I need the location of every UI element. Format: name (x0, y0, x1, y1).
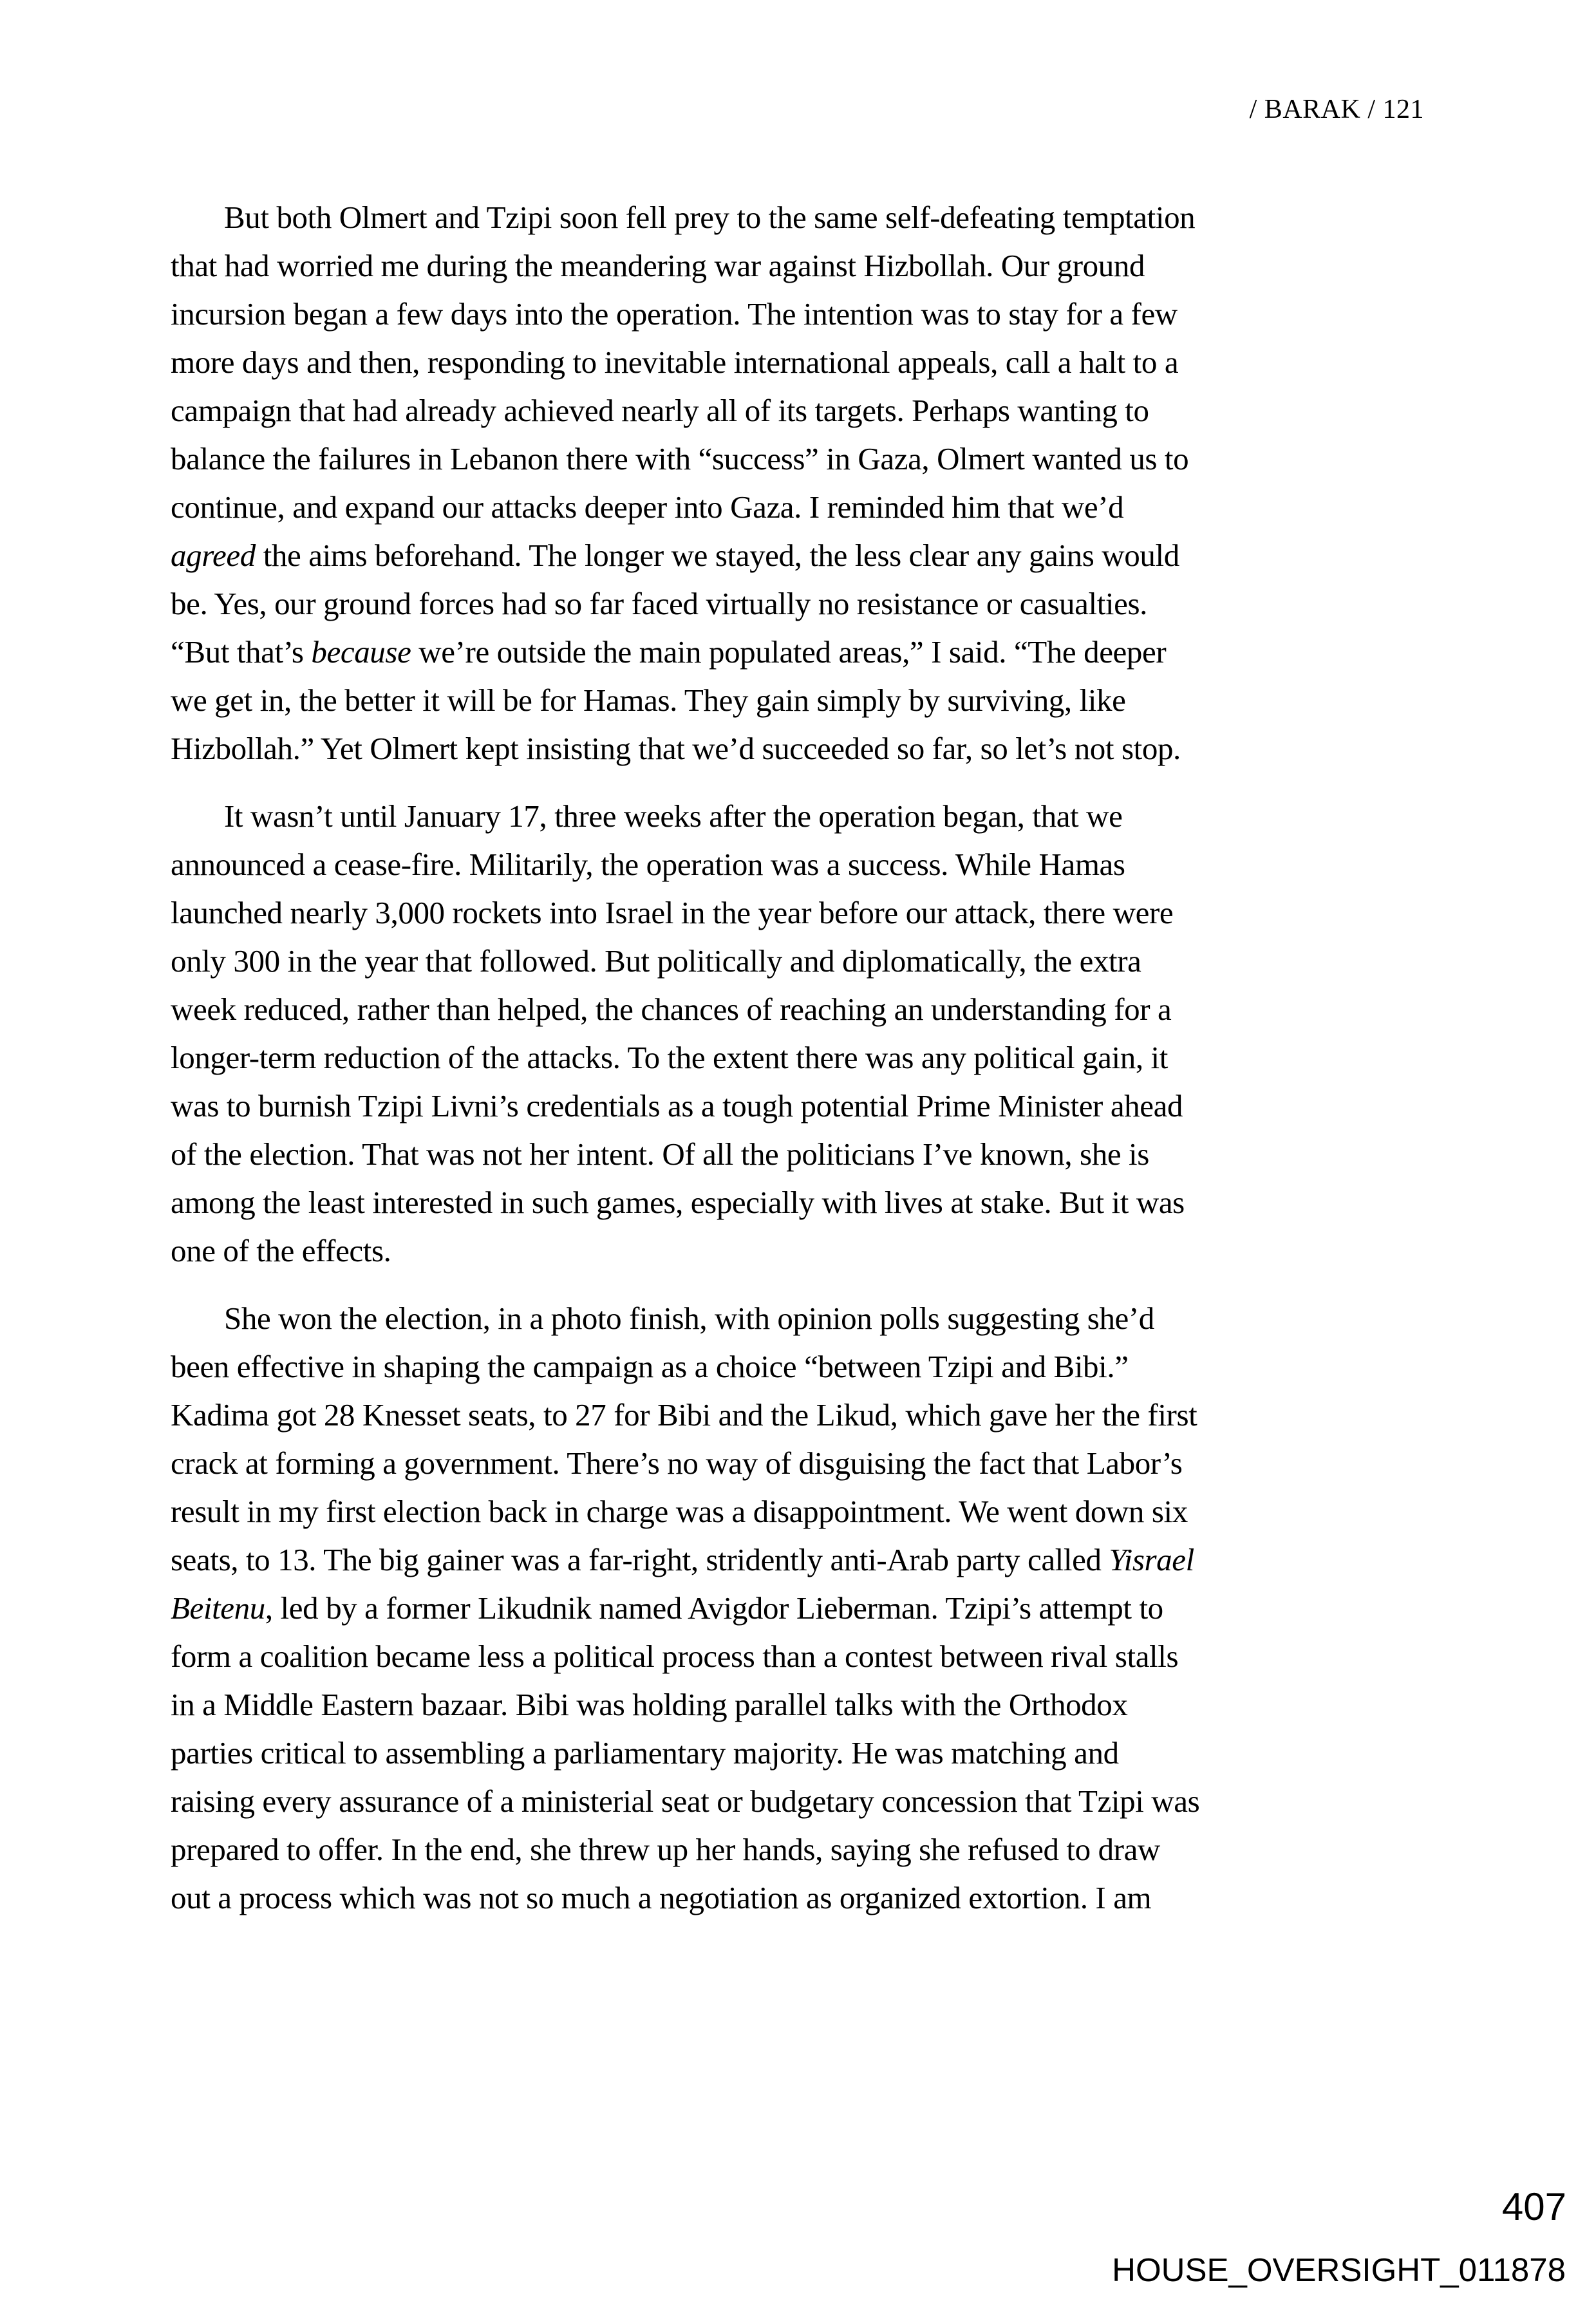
text-line: that had worried me during the meandering war against Hizbollah. Our ground (171, 248, 1145, 283)
text-line: campaign that had already achieved nearly all of its targets. Perhaps wanting to (171, 393, 1149, 428)
page-number: 407 (1501, 2185, 1566, 2228)
running-header: / BARAK / 121 (1249, 95, 1424, 124)
text-line: been effective in shaping the campaign as a choice “between Tzipi and Bibi.” (171, 1349, 1129, 1384)
text-line: incursion began a few days into the operation. The intention was to stay for a few (171, 296, 1178, 332)
text-line: among the least interested in such games, especially with lives at stake. But it was (171, 1185, 1185, 1220)
text-line: launched nearly 3,000 rockets into Israel in the year before our attack, there were (171, 895, 1174, 930)
text-line: seats, to 13. The big gainer was a far-right, stridently anti-Arab party called Yisrael (171, 1542, 1194, 1577)
text-line: “But that’s because we’re outside the main populated areas,” I said. “The deeper (171, 634, 1167, 670)
text-line: longer-term reduction of the attacks. To the extent there was any political gain, it (171, 1040, 1168, 1075)
text-line: agreed the aims beforehand. The longer we stayed, the less clear any gains would (171, 538, 1179, 573)
text-line: of the election. That was not her intent. Of all the politicians I’ve known, she is (171, 1136, 1149, 1172)
text-line: But both Olmert and Tzipi soon fell prey to the same self-defeating temptation (224, 200, 1196, 235)
text-line: crack at forming a government. There’s no way of disguising the fact that Labor’s (171, 1445, 1183, 1481)
body-text (171, 193, 1424, 1922)
text-line: It wasn’t until January 17, three weeks after the operation began, that we (224, 798, 1123, 834)
text-line: continue, and expand our attacks deeper into Gaza. I reminded him that we’d (171, 489, 1124, 525)
text-line: Kadima got 28 Knesset seats, to 27 for Bibi and the Likud, which gave her the first (171, 1397, 1197, 1433)
text-line: form a coalition became less a political process than a contest between rival stalls (171, 1639, 1179, 1674)
text-line: parties critical to assembling a parliamentary majority. He was matching and (171, 1735, 1119, 1771)
text-line: Beitenu, led by a former Likudnik named Avigdor Lieberman. Tzipi’s attempt to (171, 1590, 1163, 1626)
text-line: out a process which was not so much a negotiation as organized extortion. I am (171, 1880, 1152, 1915)
text-line: be. Yes, our ground forces had so far faced virtually no resistance or casualties. (171, 586, 1148, 621)
text-line: was to burnish Tzipi Livni’s credentials as a tough potential Prime Minister ahead (171, 1088, 1183, 1123)
text-line: Hizbollah.” Yet Olmert kept insisting that we’d succeeded so far, so let’s not stop. (171, 731, 1181, 766)
text-line: week reduced, rather than helped, the chances of reaching an understanding for a (171, 992, 1172, 1027)
text-line: result in my first election back in charge was a disappointment. We went down six (171, 1494, 1188, 1529)
bates-stamp: HOUSE_OVERSIGHT_011878 (1112, 2251, 1566, 2288)
text-line: in a Middle Eastern bazaar. Bibi was holding parallel talks with the Orthodox (171, 1687, 1128, 1722)
paragraph (171, 1294, 1424, 1922)
text-line: balance the failures in Lebanon there with “success” in Gaza, Olmert wanted us to (171, 441, 1189, 476)
text-line: She won the election, in a photo finish, with opinion polls suggesting she’d (224, 1301, 1154, 1336)
paragraph (171, 792, 1424, 1275)
text-line: we get in, the better it will be for Hamas. They gain simply by surviving, like (171, 682, 1126, 718)
text-line: prepared to offer. In the end, she threw up her hands, saying she refused to draw (171, 1832, 1160, 1867)
text-line: more days and then, responding to inevitable international appeals, call a halt to a (171, 344, 1179, 380)
text-line: raising every assurance of a ministerial seat or budgetary concession that Tzipi was (171, 1783, 1200, 1819)
text-line: announced a cease-fire. Militarily, the operation was a success. While Hamas (171, 847, 1125, 882)
text-line: only 300 in the year that followed. But politically and diplomatically, the extra (171, 943, 1141, 979)
text-line: one of the effects. (171, 1233, 391, 1268)
paragraph (171, 193, 1424, 773)
